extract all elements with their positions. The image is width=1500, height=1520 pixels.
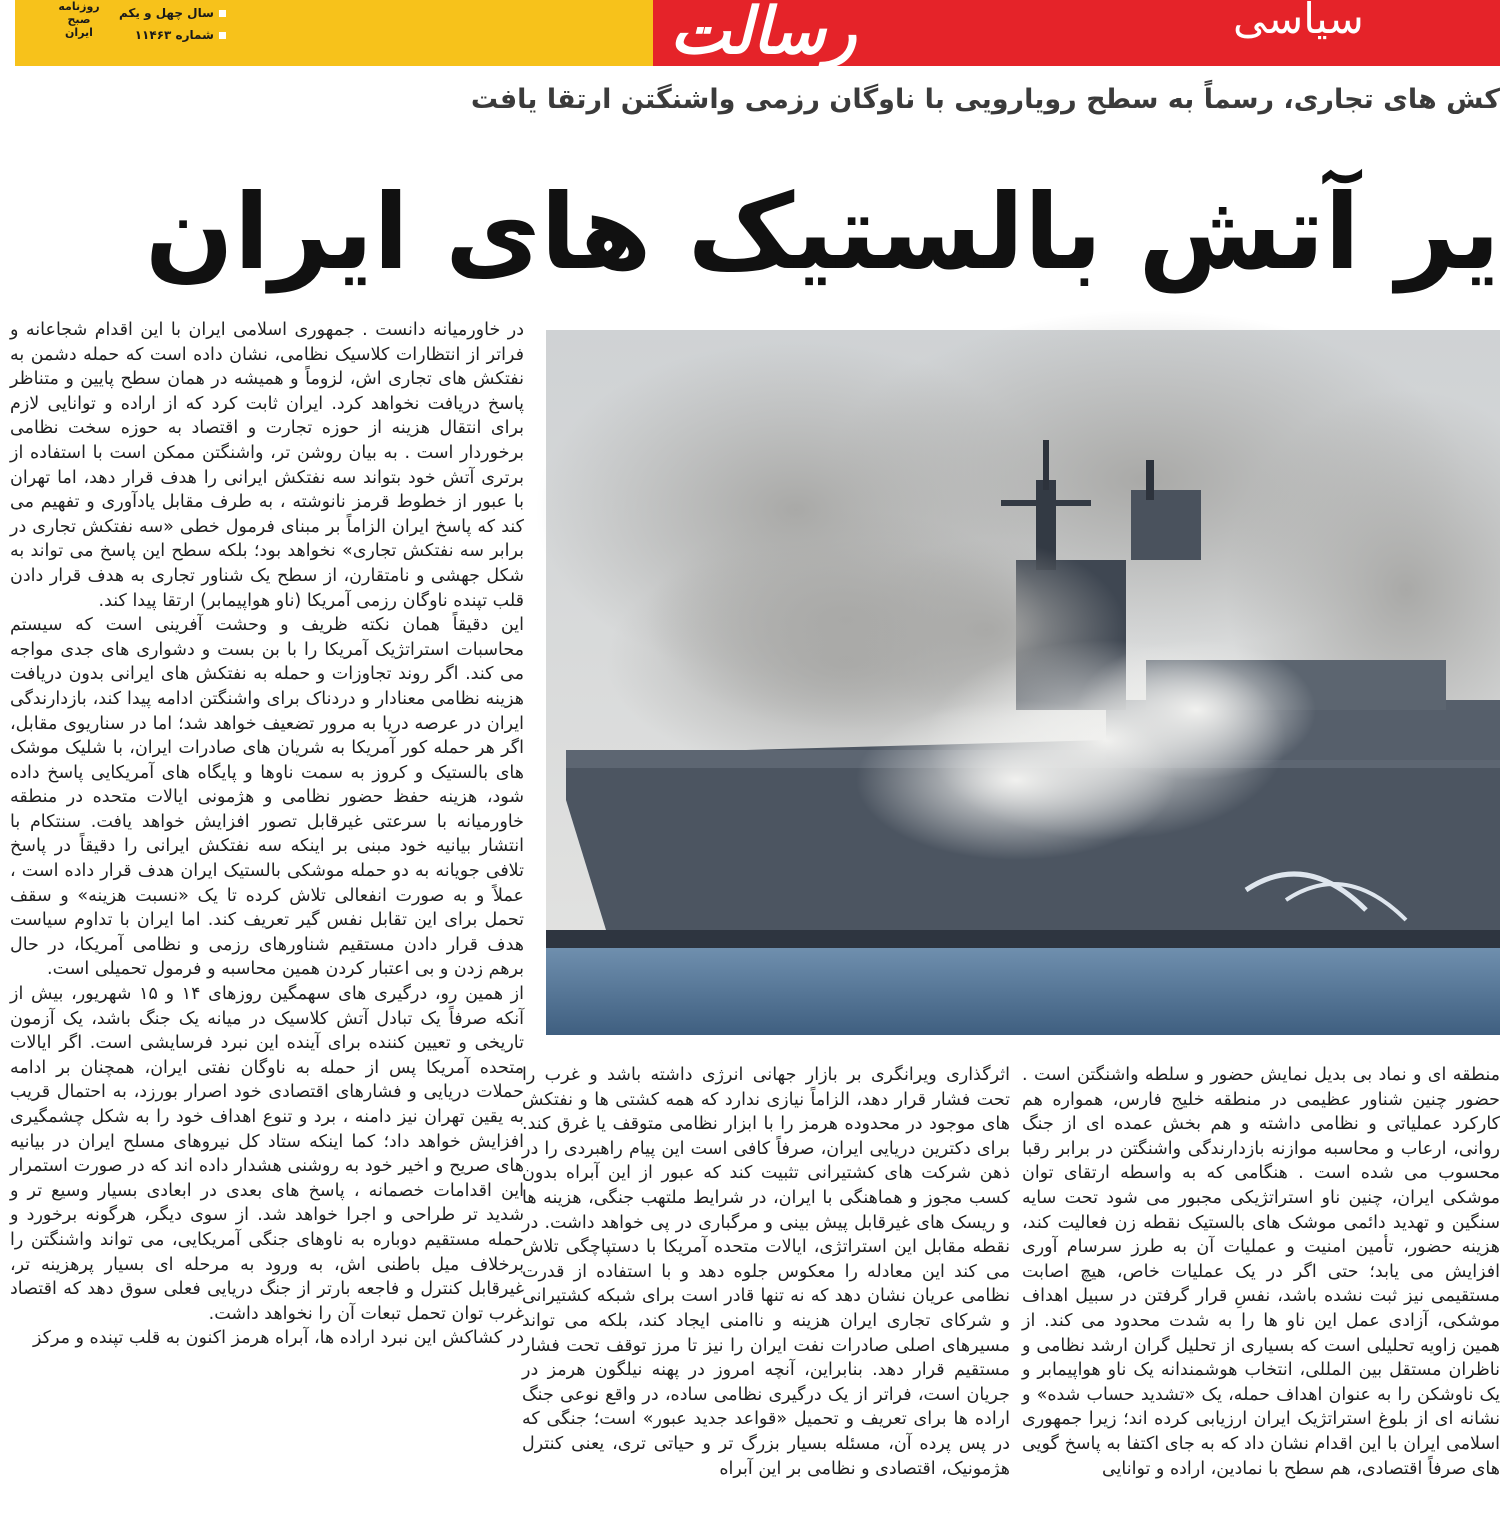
paragraph: در خاورمیانه دانست . جمهوری اسلامی ایران با این اقدام شجاعانه و فراتر از انتظارات کلاسیک نظامی، نشان داده است که حمله دشمن به نفتکش های تجاری اش، لزوماً و همیشه در همان سطح پایین و متناظر پاسخ دریافت نخواهد کرد. ایران ثابت کرد که از اراده و توانایی لازم برای انتقال هزینه از حوزه تجارت و اقتصاد به حوزه سخت نظامی برخوردار است . به بیان روشن تر، واشنگتن ممکن است با استفاده از برتری آتش خود بتواند سه نفتکش ایرانی را هدف قرار دهد، اما تهران با عبور از خطوط قرمز نانوشته ، به طرف مقابل یادآوری و تفهیم می کند که پاسخ ایران الزاماً بر مبنای فرمول خطی «سه نفتکش تجاری در برابر سه نفتکش تجاری» نخواهد بود؛ بلکه سطح این پاسخ می تواند به شکل جهشی و نامتقارن، از سطح یک شناور تجاری به هدف قرار دادن قلب تپنده ناوگان رزمی آمریکا (ناو هواپیمابر) ارتقا پیدا کند.	[10, 320, 524, 611]
masthead-title: رسالت	[670, 0, 857, 69]
section-title: سیاسی	[1233, 0, 1364, 43]
article-headline: یر آتش بالستیک های ایران	[145, 171, 1500, 293]
paragraph: منطقه ای و نماد بی بدیل نمایش حضور و سلطه واشنگتن است . حضور چنین شناور عظیمی در منطقه خلیج فارس، همواره هم کارکرد عملیاتی و نظامی داشته و هم بخش عمده ای از جنگ روانی، ارعاب و محاسبه موازنه بازدارندگی واشنگتن در برابر رقبا محسوب می شده است . هنگامی که به واسطه ارتقای توان موشکی ایران، چنین ناو استراتژیکی مجبور می شود تحت سایه سنگین و تهدید دائمی موشک های بالستیک نقطه زن فعالیت کند، هزینه حضور، تأمین امنیت و عملیات آن به طرز سرسام آوری افزایش می یابد؛ حتی اگر در یک عملیات خاص، هیچ اصابت مستقیمی نیز ثبت نشده باشد، نفسِ قرار گرفتن در سبیل اهداف موشکی، آزادی عمل این ناو ها را به شدت محدود می کند. از همین زاویه تحلیلی است که بسیاری از تحلیل گران ارشد نظامی و ناظران مستقل بین المللی، انتخاب هوشمندانه یک ناو هواپیمابر و یک ناوشکن را به عنوان اهداف حمله، یک «تشدید حساب شده» و نشانه ای از بلوغ استراتژیک ایران ارزیابی کرده اند؛ زیرا جمهوری اسلامی ایران با این اقدام نشان داد که به جای اکتفا به پاسخ گویی های صرفاً اقتصادی، هم سطح با نمادین، اراده و توانایی	[1022, 1065, 1500, 1479]
article-column-right	[1022, 1063, 1500, 1520]
bullet-square-icon	[219, 10, 226, 17]
paragraph: این دقیقاً همان نکته ظریف و وحشت آفرینی است که سیستم محاسبات استراتژیک آمریکا را با بن بست و دشواری های جدی مواجه می کند. اگر روند تجاوزات و حمله به نفتکش های ایرانی بدون دریافت هزینه نظامی معنادار و دردناک برای واشنگتن ادامه پیدا کند، بازدارندگی ایران در عرصه دریا به مرور تضعیف خواهد شد؛ اما در سناریوی مقابل، اگر هر حمله کور آمریکا به شریان های صادرات ایران، با شلیک موشک های بالستیک و کروز به سمت ناوها و پایگاه های آمریکایی پاسخ داده شود، هزینه حفظ حضور نظامی و هژمونی ایالات متحده در منطقه خاورمیانه با سرعتی غیرقابل تصور افزایش خواهد یافت. سنتکام با انتشار بیانیه خود مبنی بر اینکه سه نفتکش ایرانی را دقیقاً در پاسخ تلافی جویانه به دو حمله موشکی بالستیک ایران هدف قرار داده است ، عملاً و به صورت انفعالی تلاش کرده تا یک «نسبت هزینه» و سقف تحمل برای این تقابل نفس گیر تعریف کند. اما ایران با تداوم سیاست هدف قرار دادن مستقیم شناورهای رزمی و نظامی آمریکا، در حال برهم زدن و بی اعتبار کردن همین محاسبه و فرمول تحمیلی است.	[10, 615, 524, 980]
issue-number: شماره ۱۱۴۶۳	[134, 28, 214, 42]
issue-year-row	[119, 2, 226, 24]
article-photo	[546, 330, 1500, 1035]
article-column-left	[10, 318, 524, 1520]
masthead-bar	[15, 0, 1500, 69]
burning-warship-photo	[546, 330, 1500, 1035]
issue-info	[119, 2, 226, 46]
issue-number-row	[119, 24, 226, 46]
logo-line-3: ایران	[65, 26, 93, 39]
paragraph: اثرگذاری ویرانگری بر بازار جهانی انرژی داشته باشد و غرب را تحت فشار قرار دهد، الزاماً نیازی ندارد که همه کشتی ها و نفتکش های موجود در محدوده هرمز را با ابزار نظامی متوقف یا غرق کند. برای دکترین دریایی ایران، صرفاً کافی است این پیام راهبردی را در ذهن شرکت های کشتیرانی تثبیت کند که عبور از این آبراه بدون کسب مجوز و هماهنگی با ایران، در شرایط ملتهب جنگی، هزینه ها و ریسک های غیرقابل پیش بینی و مرگباری در پی خواهد داشت. در نقطه مقابل این استراتژی، ایالات متحده آمریکا با دستپاچگی تلاش می کند این معادله را معکوس جلوه دهد و با استفاده از قدرت نظامی عریان نشان دهد که نه تنها قادر است برای شبکه کشتیرانی و شرکای تجاری ایران هزینه و ناامنی ایجاد کند، بلکه می تواند مسیرهای اصلی صادرات نفت ایران را نیز تا مرز توقف تحت فشار مستقیم قرار دهد. بنابراین، آنچه امروز در پهنه نیلگون هرمز در جریان است، فراتر از یک درگیری نظامی ساده، در واقع نوعی جنگ اراده ها برای تعریف و تحمیل «قواعد جدید عبور» است؛ جنگی که در پس پرده آن، مسئله بسیار بزرگ تر و حیاتی تری، یعنی کنترل هژمونیک، اقتصادی و نظامی بر این آبراه	[522, 1065, 1010, 1479]
paragraph: در کشاکش این نبرد اراده ها، آبراه هرمز اکنون به قلب تپنده و مرکز	[32, 1328, 524, 1349]
logo-line-1: روزنامه	[58, 0, 100, 13]
issue-year: سال چهل و یکم	[119, 6, 214, 20]
newspaper-logo	[39, 0, 119, 48]
paragraph: از همین رو، درگیری های سهمگین روزهای ۱۴ و ۱۵ شهریور، بیش از آنکه صرفاً یک تبادل آتش کلاسیک در میانه یک جنگ باشد، یک آزمون تاریخی و تعیین کننده برای آینده این نبرد فرسایشی است. اگر ایالات متحده آمریکا پس از حمله به ناوگان نفتی ایران، همچنان بر ادامه حملات دریایی و فشارهای اقتصادی خود اصرار بورزد، به احتمال قریب به یقین تهران نیز دامنه ، برد و تنوع اهداف خود را به شکل چشمگیری افزایش خواهد داد؛ کما اینکه ستاد کل نیروهای مسلح ایران در بیانیه های صریح و اخیر خود به روشنی هشدار داده اند که در صورت استمرار این اقدامات خصمانه ، پاسخ های بعدی در ابعادی بسیار وسیع تر و شدید تر طراحی و اجرا خواهد شد. از سوی دیگر، هرگونه برخورد و حمله مستقیم دوباره به ناوهای جنگی آمریکایی، می تواند واشنگتن را برخلاف میل باطنی اش، به ورود به مرحله ای بسیار پرهزینه تر، غیرقابل کنترل و فاجعه بارتر از جنگ دریایی فعلی سوق دهد که اقتصاد غرب توان تحمل تبعات آن را نخواهد داشت.	[10, 984, 525, 1324]
bullet-square-icon	[219, 32, 226, 39]
article-column-middle	[522, 1063, 1010, 1520]
logo-line-2: صبح	[67, 13, 91, 26]
article-subtitle: کش های تجاری، رسماً به سطح رویارویی با ناوگان رزمی واشنگتن ارتقا یافت	[470, 84, 1500, 115]
